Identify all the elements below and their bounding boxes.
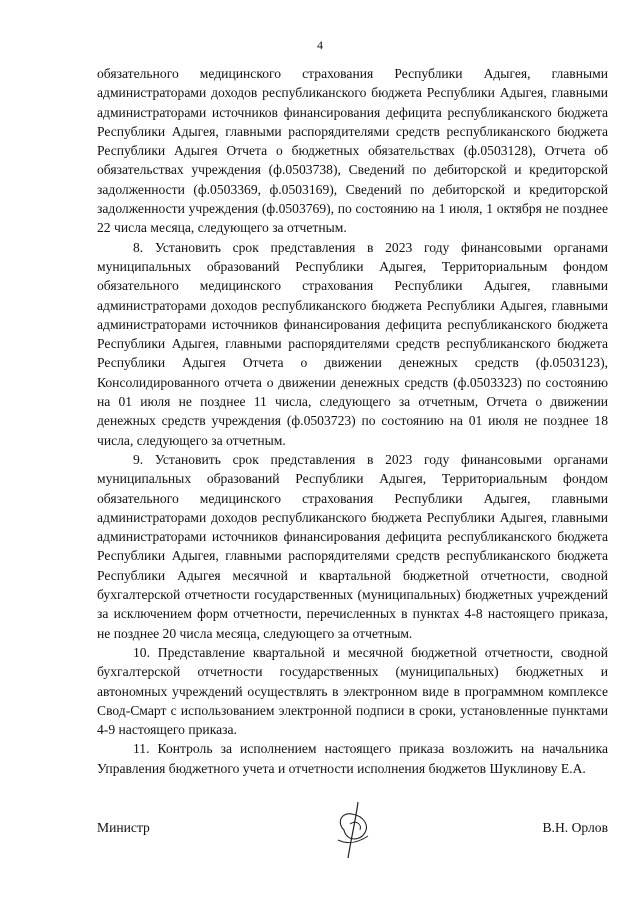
paragraph-continuation: обязательного медицинского страхования Республики Адыгея, главными администраторами доходов республиканского бюджета Республики Адыгея, главными администраторами источников финансирования дефицита республиканского бюджета Республики Адыгея, главными распорядителями средств республиканского бюджета Республики Адыгея Отчета о бюджетных обязательствах (ф.0503128), Отчета об обязательствах учреждения (ф.0503738), Сведений по дебиторской и кредиторской задолженности (ф.0503369, ф.0503169), Сведений по дебиторской и кредиторской задолженности учреждения (ф.0503769), по состоянию на 1 июля, 1 октября не позднее 22 числа месяца, следующего за отчетным. [97, 66, 608, 236]
paragraph-item-10: 10. Представление квартальной и месячной бюджетной отчетности, сводной бухгалтерской отчетности государственных (муниципальных) бюджетных и автономных учреждений осуществлять в электронном виде в программном комплексе Свод-Смарт с использованием электронной подписи в сроки, установленные пунктами 4-9 настоящего приказа. [97, 644, 608, 738]
paragraph-item-9: 9. Установить срок представления в 2023 году финансовыми органами муниципальных образований Республики Адыгея, Территориальным фондом обязательного медицинского страхования Республики Адыгея, главными администраторами доходов республиканского бюджета Республики Адыгея, главными администраторами источников финансирования дефицита республиканского бюджета Республики Адыгея, главными распорядителями средств республиканского бюджета Республики Адыгея месячной и квартальной бюджетной отчетности, сводной бухгалтерской отчетности государственных (муниципальных) бюджетных учреждений за исключением форм отчетности, перечисленных в пунктах 4-8 настоящего приказа, не позднее 20 числа месяца, следующего за отчетным. [97, 451, 608, 641]
document-body [97, 64, 608, 778]
page-number: 4 [317, 38, 323, 52]
signatory-position: Министр [97, 820, 150, 835]
signatory-name: В.Н. Орлов [542, 820, 608, 835]
handwritten-signature [330, 800, 380, 860]
paragraph-item-8: 8. Установить срок представления в 2023 году финансовыми органами муниципальных образований Республики Адыгея, Территориальным фондом обязательного медицинского страхования Республики Адыгея, главными администраторами доходов республиканского бюджета Республики Адыгея, главными администраторами источников финансирования дефицита республиканского бюджета Республики Адыгея, главными распорядителями средств республиканского бюджета Республики Адыгея Отчета о движении денежных средств (ф.0503123), Консолидированного отчета о движении денежных средств (ф.0503323) по состоянию на 01 июля не позднее 11 числа, следующего за отчетным, Отчета о движении денежных средств учреждения (ф.0503723) по состоянию на 01 июля не позднее 18 числа, следующего за отчетным. [97, 239, 608, 448]
paragraph-item-11: 11. Контроль за исполнением настоящего приказа возложить на начальника Управления бюджетного учета и отчетности исполнения бюджетов Шуклинову Е.А. [97, 741, 608, 776]
